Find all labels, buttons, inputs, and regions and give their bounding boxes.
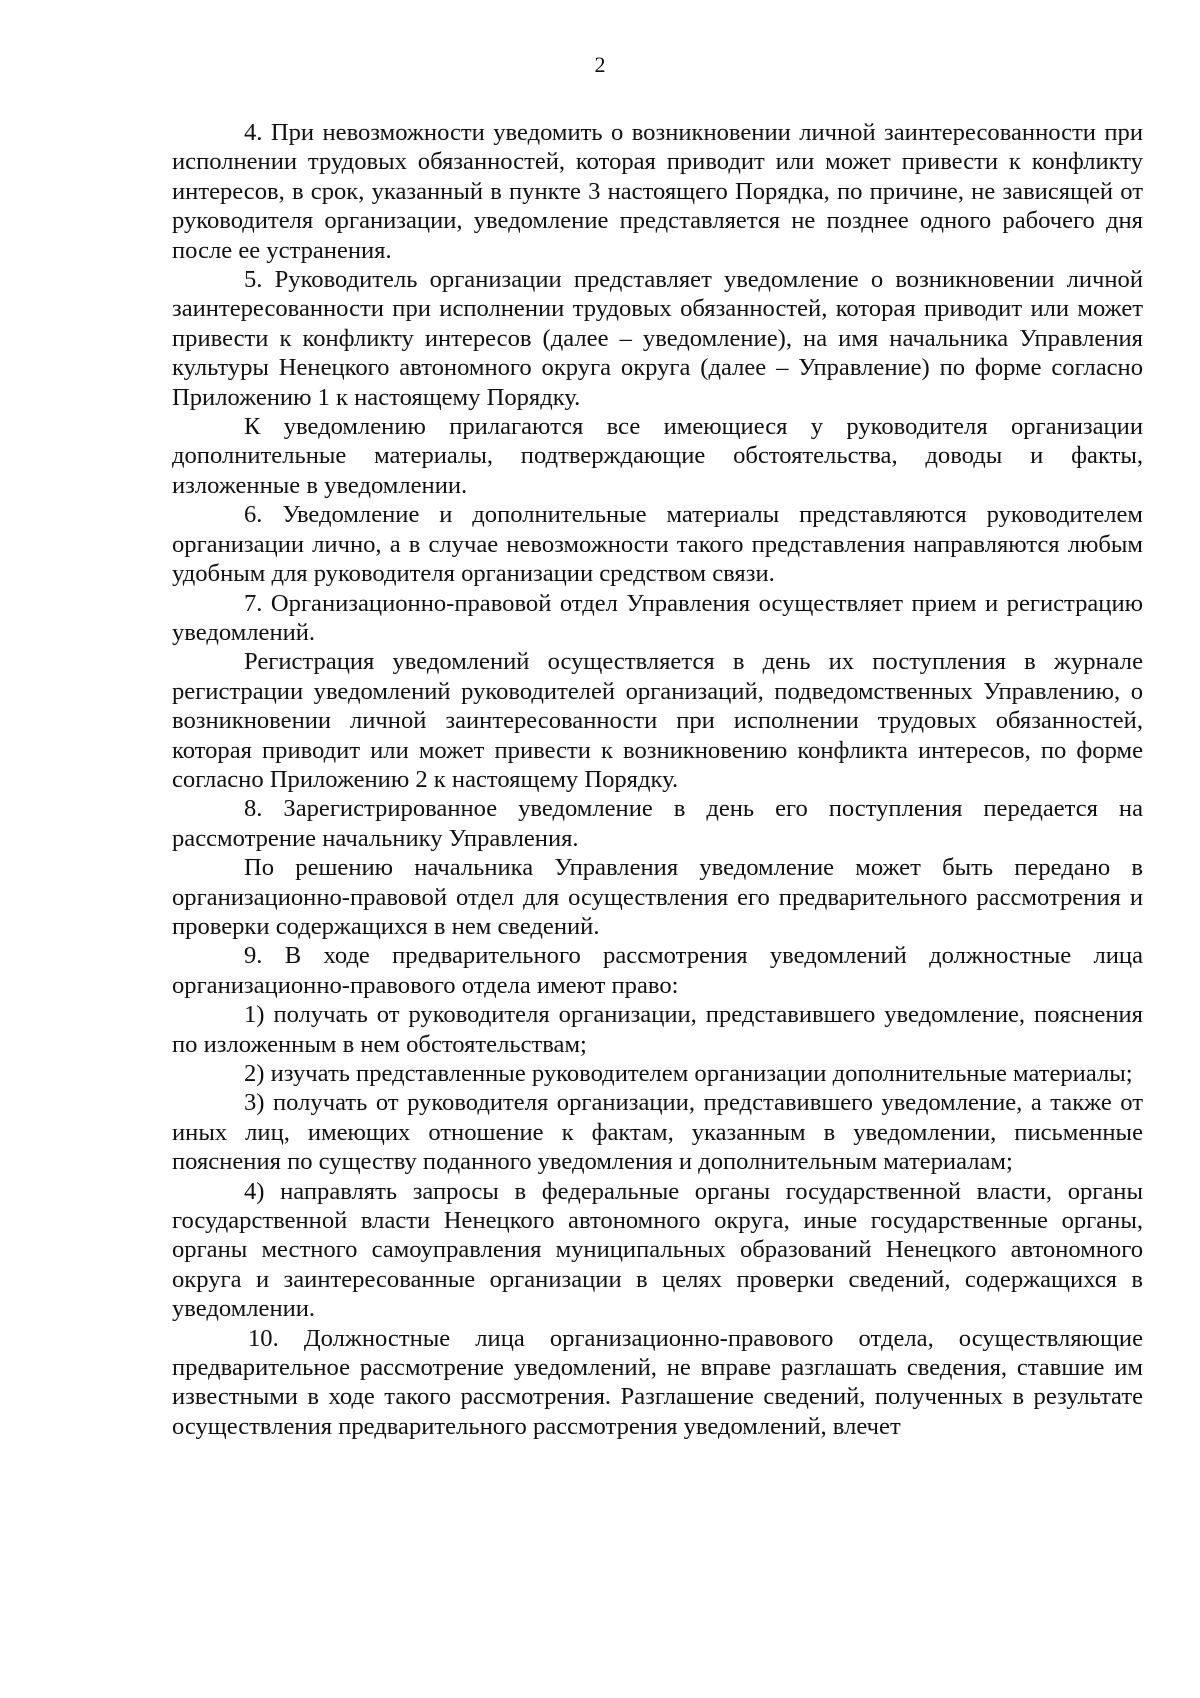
paragraph-registration: Регистрация уведомлений осуществляется в день их поступления в журнале регистрации уведомлений руководителей организаций, подведомственных Управлению, о возникновении личной заинтересованности при исполнении трудовых обязанностей, которая приводит или может привести к возникновению конфликта интересов, по форме согласно Приложению 2 к настоящему Порядку. <box>172 648 1143 793</box>
list-item-3: 3) получать от руководителя организации, представившего уведомление, а также от иных лиц, имеющих отношение к фактам, указанным в уведомлении, письменные пояснения по существу поданного уведомления и дополнительным материалам; <box>172 1089 1143 1176</box>
list-item-4: 4) направлять запросы в федеральные органы государственной власти, органы государственной власти Ненецкого автономного округа, иные государственные органы, органы местного самоуправления муниципальных образований Ненецкого автономного округа и заинтересованные организации в целях проверки сведений, содержащихся в уведомлении. <box>172 1177 1143 1323</box>
paragraph-decision: По решению начальника Управления уведомление может быть передано в организационно-правовой отдел для осуществления его предварительного рассмотрения и проверки содержащихся в нем сведений. <box>172 854 1143 940</box>
list-item-1: 1) получать от руководителя организации, представившего уведомление, пояснения по изложенным в нем обстоятельствам; <box>172 1001 1143 1058</box>
paragraph-item-5: 5. Руководитель организации представляет уведомление о возникновении личной заинтересованности при исполнении трудовых обязанностей, которая приводит или может привести к конфликту интересов (далее – уведомление), на имя начальника Управления культуры Ненецкого автономного округа округа (далее – Управление) по форме согласно Приложению 1 к настоящему Порядку. <box>172 266 1143 411</box>
paragraph-item-8: 8. Зарегистрированное уведомление в день его поступления передается на рассмотрение начальнику Управления. <box>172 795 1143 852</box>
page-number: 2 <box>594 52 606 77</box>
paragraph-attachments: К уведомлению прилагаются все имеющиеся у руководителя организации дополнительные материалы, подтверждающие обстоятельства, доводы и факты, изложенные в уведомлении. <box>172 413 1143 499</box>
list-item-2: 2) изучать представленные руководителем организации дополнительные материалы; <box>244 1060 1133 1087</box>
paragraph-item-4: 4. При невозможности уведомить о возникновении личной заинтересованности при исполнении трудовых обязанностей, которая приводит или может привести к конфликту интересов, в срок, указанный в пункте 3 настоящего Порядка, по причине, не зависящей от руководителя организации, уведомление представляется не позднее одного рабочего дня после ее устранения. <box>172 119 1143 264</box>
paragraph-item-7: 7. Организационно-правовой отдел Управления осуществляет прием и регистрацию уведомлений. <box>172 589 1143 646</box>
document-body <box>172 118 1143 1441</box>
paragraph-item-10: 10. Должностные лица организационно-правового отдела, осуществляющие предварительное рассмотрение уведомлений, не вправе разглашать сведения, ставшие им известными в ходе такого рассмотрения. Разглашение сведений, полученных в результате осуществления предварительного рассмотрения уведомлений, влечет <box>172 1324 1143 1440</box>
paragraph-item-6: 6. Уведомление и дополнительные материалы представляются руководителем организации лично, а в случае невозможности такого представления направляются любым удобным для руководителя организации средством связи. <box>172 501 1143 588</box>
paragraph-item-9: 9. В ходе предварительного рассмотрения уведомлений должностные лица организационно-правового отдела имеют право: <box>172 942 1143 999</box>
